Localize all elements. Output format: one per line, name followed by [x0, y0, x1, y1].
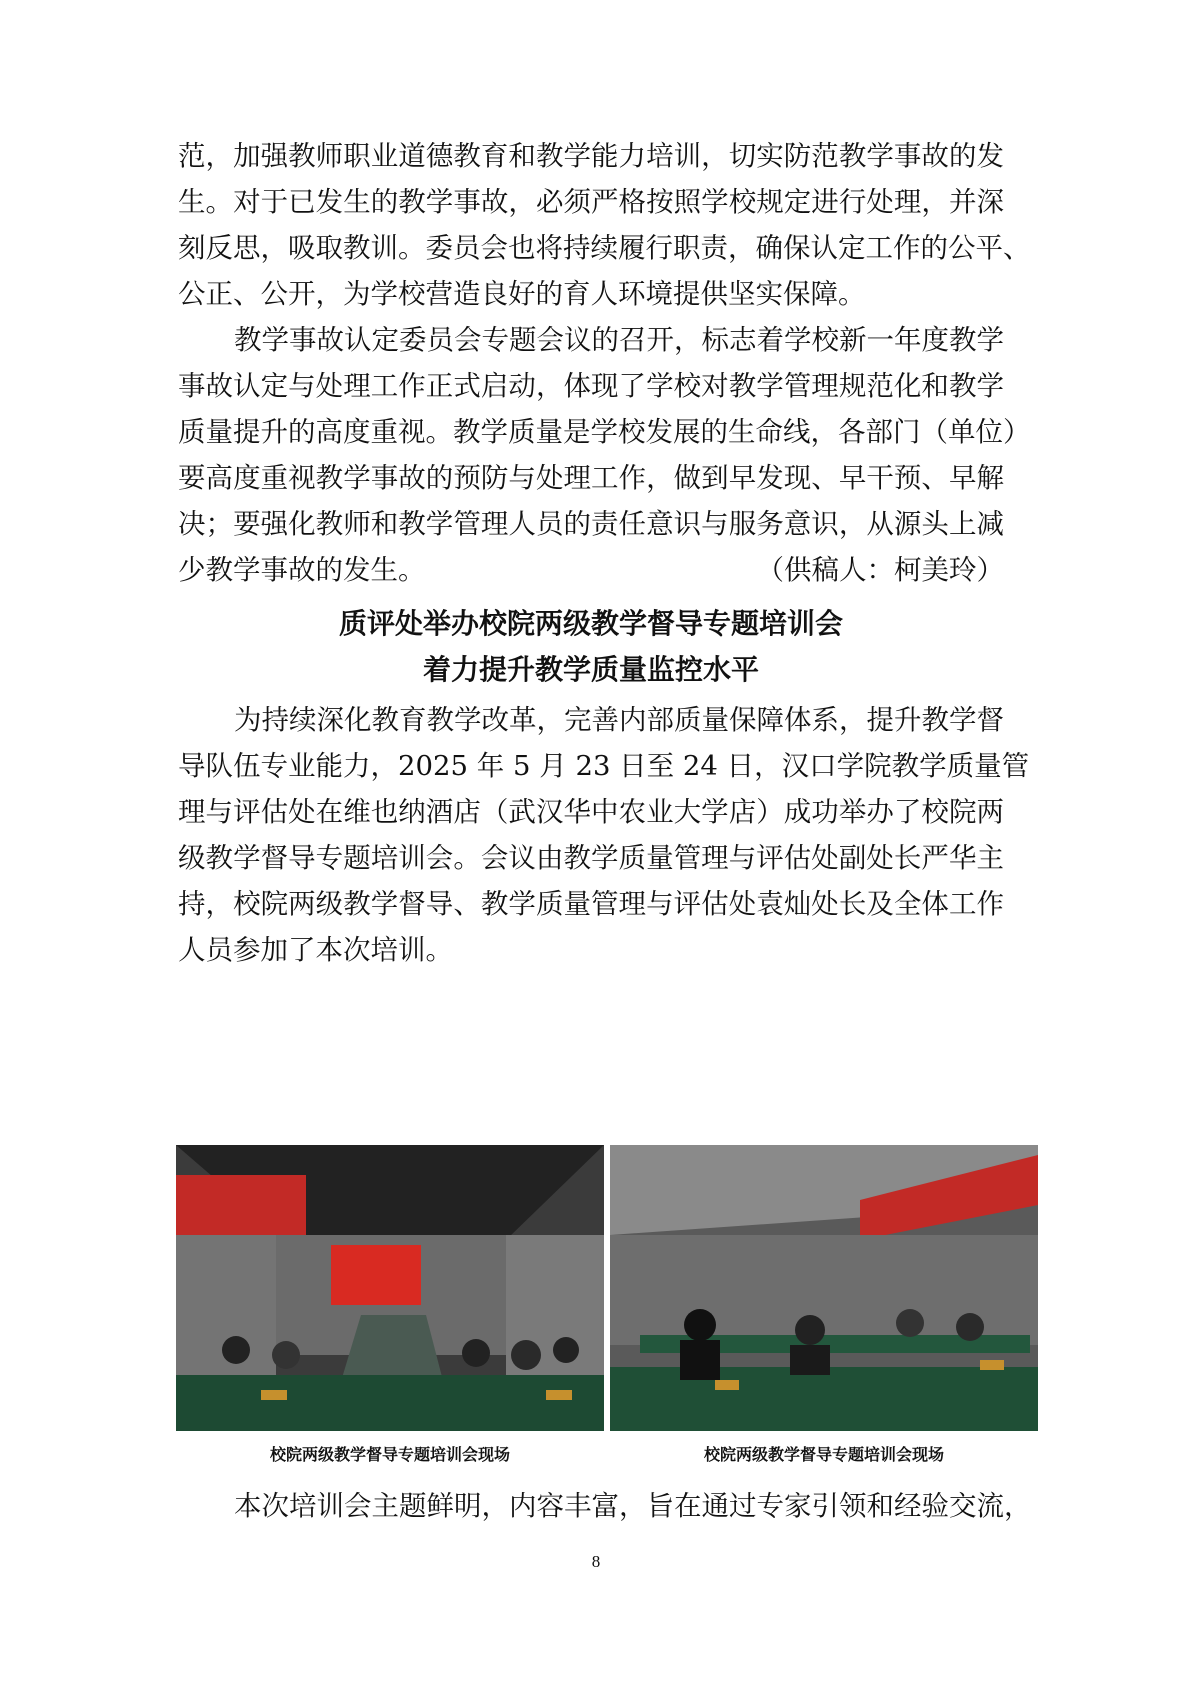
article-title: 质评处举办校院两级教学督导专题培训会 — [338, 607, 843, 640]
body-line: 人员参加了本次培训。 — [178, 934, 453, 966]
page-number: 8 — [591, 1552, 601, 1571]
body-line: 生。对于已发生的教学事故，必须严格按照学校规定进行处理，并深 — [178, 186, 1004, 218]
body-line: 范，加强教师职业道德教育和教学能力培训，切实防范教学事故的发 — [178, 140, 1004, 172]
author-credit: （供稿人：柯美玲） — [756, 554, 1004, 586]
training-photo-left — [176, 1145, 604, 1431]
article-subtitle: 着力提升教学质量监控水平 — [422, 653, 759, 686]
body-line: 要高度重视教学事故的预防与处理工作，做到早发现、早干预、早解 — [178, 462, 1004, 494]
body-line: 教学事故认定委员会专题会议的召开，标志着学校新一年度教学 — [234, 324, 1004, 356]
body-line: 事故认定与处理工作正式启动，体现了学校对教学管理规范化和教学 — [178, 370, 1004, 402]
training-photo-right — [610, 1145, 1038, 1431]
body-line: 持，校院两级教学督导、教学质量管理与评估处袁灿处长及全体工作 — [178, 888, 1004, 920]
body-line: 刻反思，吸取教训。委员会也将持续履行职责，确保认定工作的公平、 — [178, 232, 1031, 264]
body-line: 为持续深化教育教学改革，完善内部质量保障体系，提升教学督 — [234, 704, 1004, 736]
body-line: 质量提升的高度重视。教学质量是学校发展的生命线，各部门（单位） — [178, 416, 1031, 448]
body-line: 少教学事故的发生。 — [178, 554, 426, 586]
body-line: 本次培训会主题鲜明，内容丰富，旨在通过专家引领和经验交流， — [234, 1490, 1032, 1522]
body-line: 理与评估处在维也纳酒店（武汉华中农业大学店）成功举办了校院两 — [178, 796, 1004, 828]
photo-caption-right: 校院两级教学督导专题培训会现场 — [703, 1445, 944, 1464]
photo-caption-left: 校院两级教学督导专题培训会现场 — [269, 1445, 510, 1464]
body-line: 级教学督导专题培训会。会议由教学质量管理与评估处副处长严华主 — [178, 842, 1004, 874]
body-line: 导队伍专业能力，2025 年 5 月 23 日至 24 日，汉口学院教学质量管 — [178, 750, 1030, 782]
body-line: 公正、公开，为学校营造良好的育人环境提供坚实保障。 — [178, 278, 866, 310]
body-line: 决；要强化教师和教学管理人员的责任意识与服务意识，从源头上减 — [178, 508, 1004, 540]
